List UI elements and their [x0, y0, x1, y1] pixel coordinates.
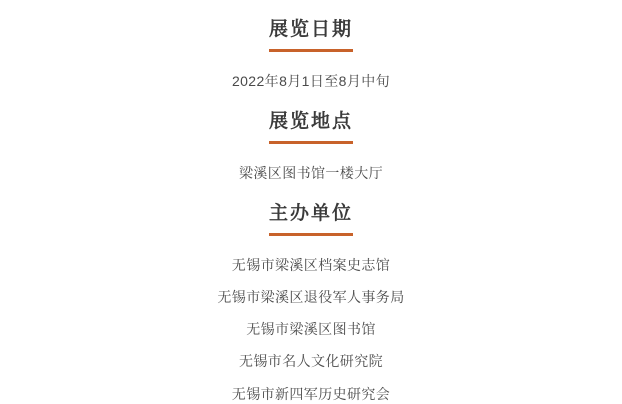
exhibition-venue-value: 梁溪区图书馆一楼大厅: [239, 164, 383, 181]
section-exhibition-date: [0, 18, 622, 91]
heading-underline: [269, 141, 353, 144]
section-heading-organizers: [269, 202, 353, 236]
exhibition-date-value: 2022年8月1日至8月中旬: [231, 72, 391, 89]
heading-text: 展览日期: [268, 19, 353, 40]
section-exhibition-venue: [0, 110, 622, 183]
section-heading-venue: [269, 110, 353, 144]
organizer-item: 无锡市梁溪区图书馆: [246, 321, 376, 338]
organizer-item: 无锡市梁溪区退役军人事务局: [217, 288, 405, 305]
section-heading-date: [269, 18, 353, 52]
heading-underline: [269, 49, 353, 52]
organizer-item: 无锡市梁溪区档案史志馆: [231, 256, 391, 273]
organizer-item: 无锡市名人文化研究院: [239, 353, 383, 370]
heading-text: 主办单位: [268, 202, 353, 224]
heading-text: 展览地点: [268, 110, 353, 132]
heading-underline: [269, 233, 353, 236]
organizer-item: 无锡市新四军历史研究会: [231, 385, 391, 402]
section-organizers: [0, 202, 622, 404]
